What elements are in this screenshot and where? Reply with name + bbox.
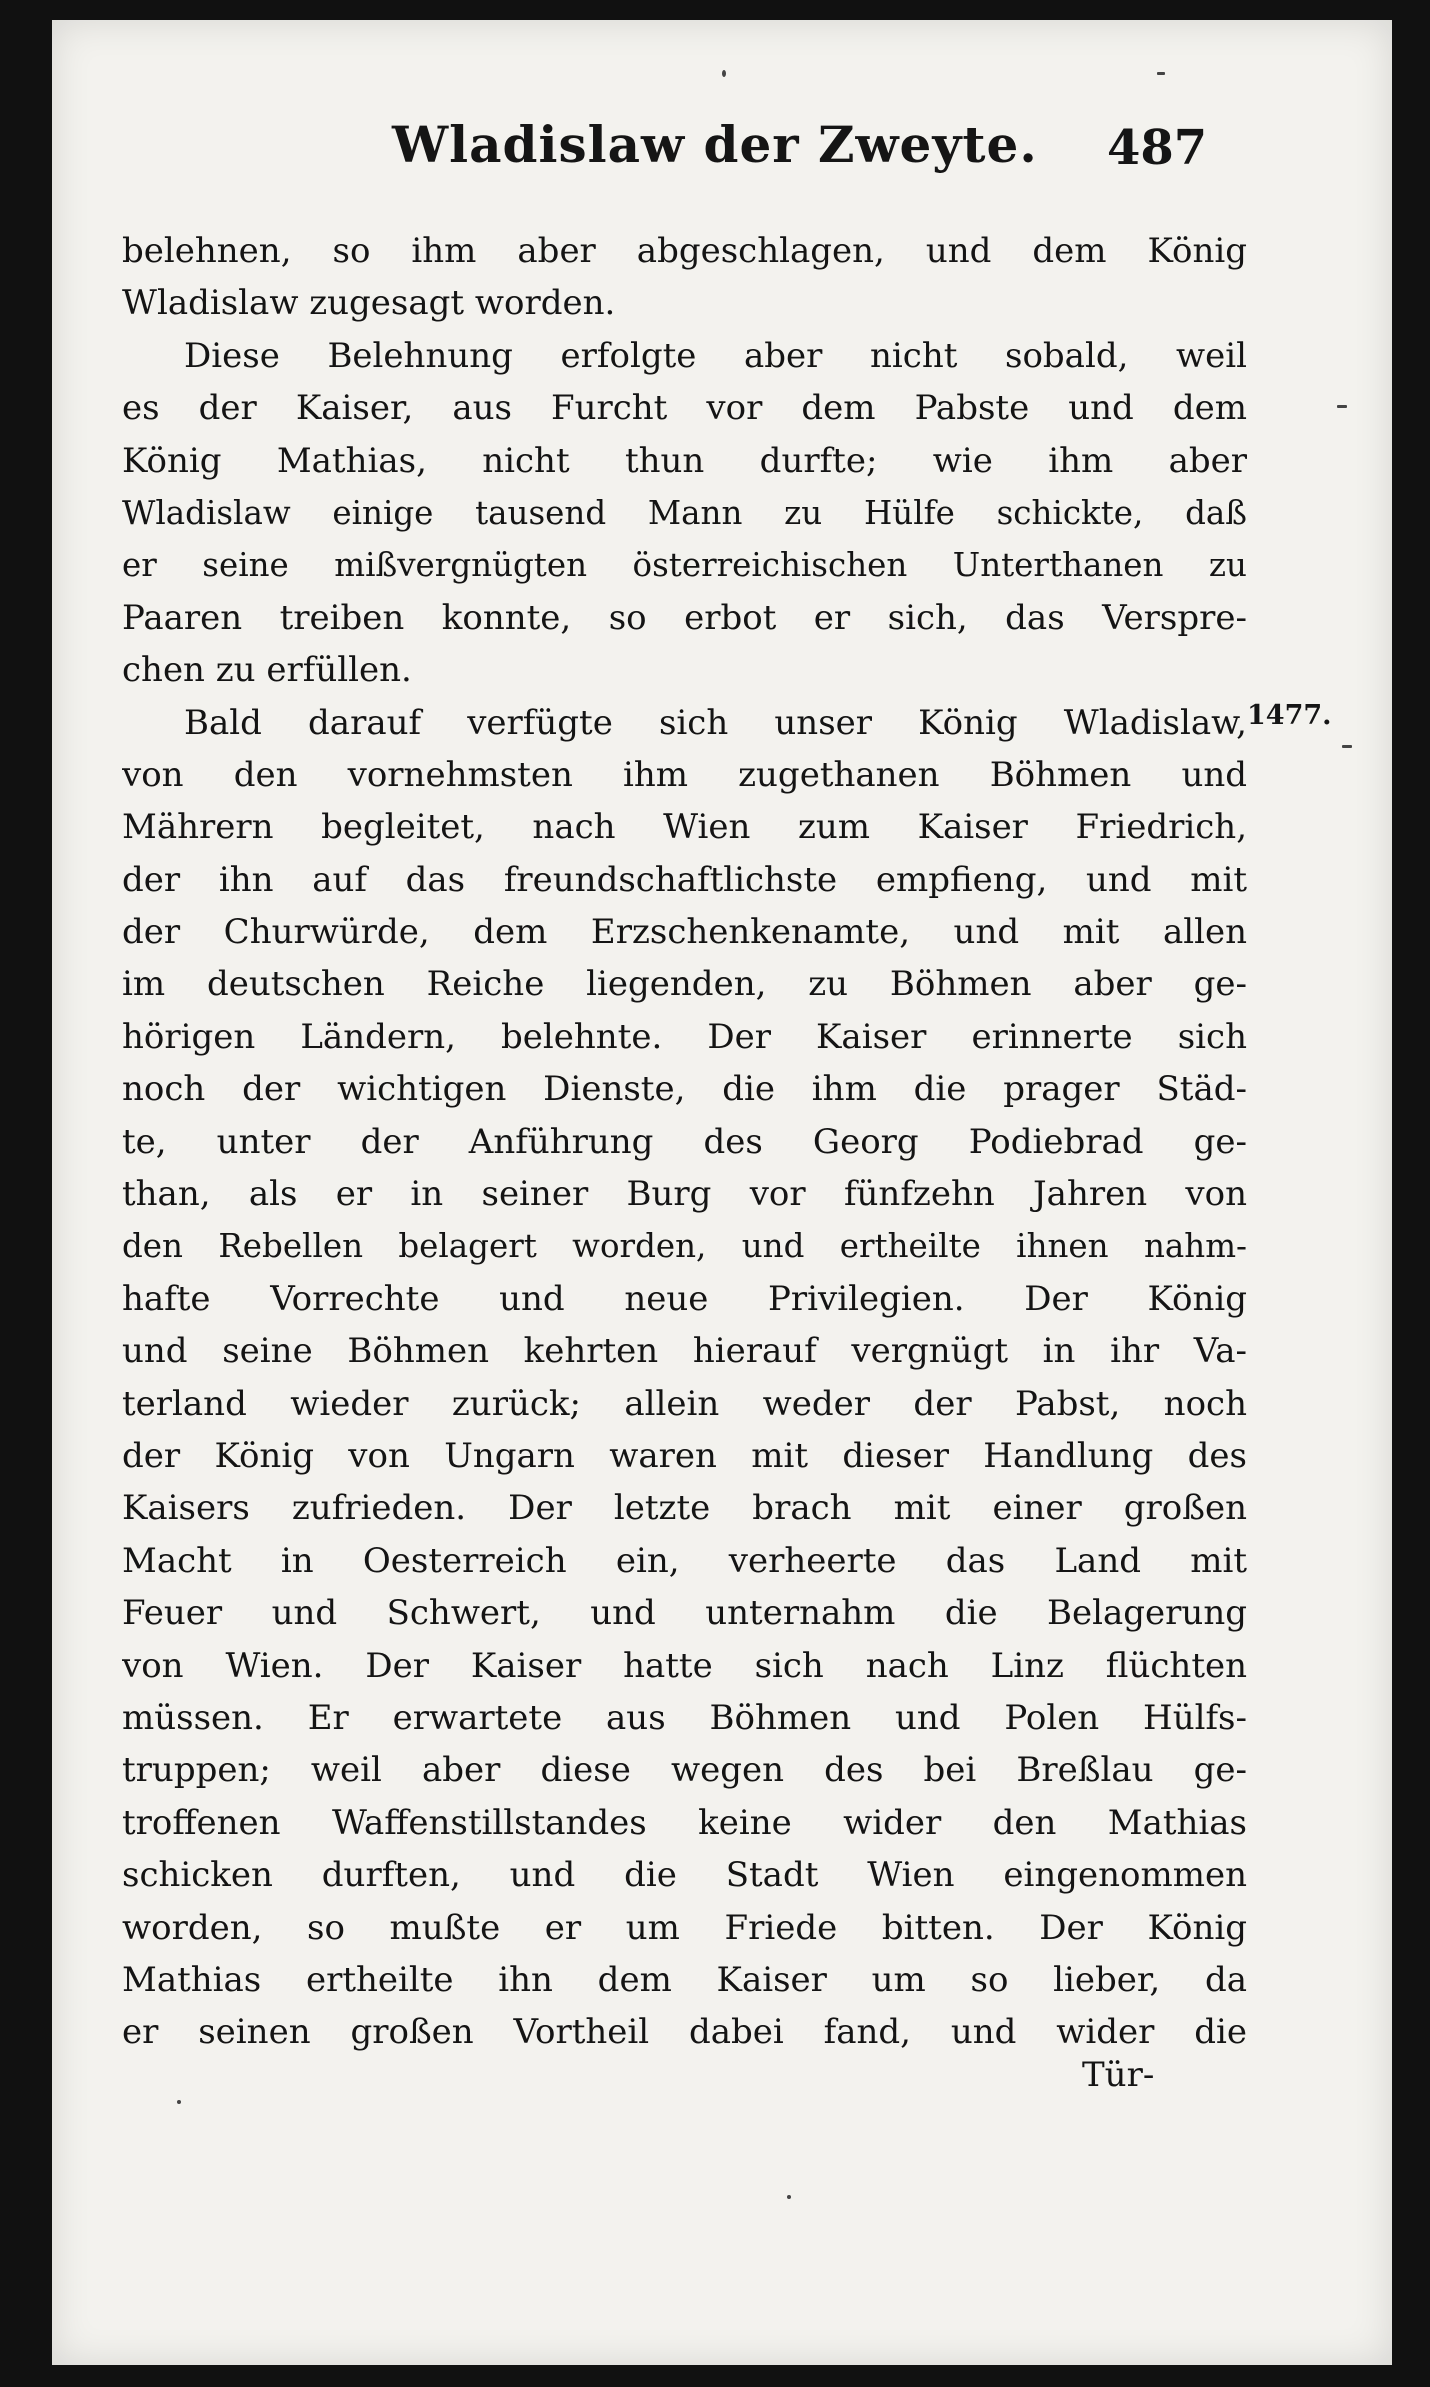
- text-line: er seine mißvergnügten österreichischen Unterthanen zu: [122, 546, 1247, 585]
- text-line: der König von Ungarn waren mit dieser Handlung des: [122, 1435, 1247, 1476]
- text-line: hafte Vorrechte und neue Privilegien. Der König: [122, 1278, 1247, 1319]
- text-line: es der Kaiser, aus Furcht vor dem Pabste und dem: [122, 388, 1247, 429]
- margin-year-note: 1477.: [1247, 700, 1332, 731]
- text-line: der ihn auf das freundschaftlichste empfieng, und mit: [122, 859, 1247, 900]
- text-line: müssen. Er erwartete aus Böhmen und Polen Hülfs-: [122, 1697, 1247, 1738]
- text-line: im deutschen Reiche liegenden, zu Böhmen aber ge-: [122, 964, 1247, 1005]
- text-line: troffenen Waffenstillstandes keine wider den Mathias: [122, 1802, 1247, 1843]
- ink-speck: [722, 70, 726, 77]
- text-line: Bald darauf verfügte sich unser König Wladislaw,: [184, 702, 1247, 743]
- text-line: hörigen Ländern, belehnte. Der Kaiser erinnerte sich: [122, 1016, 1247, 1057]
- ink-speck: [1342, 745, 1352, 748]
- text-line: Paaren treiben konnte, so erbot er sich, das Verspre-: [122, 597, 1247, 638]
- text-line: den Rebellen belagert worden, und ertheilte ihnen nahm-: [122, 1227, 1247, 1266]
- text-line: und seine Böhmen kehrten hierauf vergnügt in ihr Va-: [122, 1331, 1247, 1372]
- text-line: Kaisers zufrieden. Der letzte brach mit einer großen: [122, 1488, 1247, 1529]
- body-text: [122, 225, 1247, 2059]
- text-line: Wladislaw einige tausend Mann zu Hülfe schickte, daß: [122, 493, 1247, 532]
- text-line: noch der wichtigen Dienste, die ihm die prager Städ-: [122, 1069, 1247, 1110]
- catchword: Tür-: [1082, 2055, 1155, 2095]
- text-line: chen zu erfüllen.: [122, 650, 412, 691]
- text-line: schicken durften, und die Stadt Wien eingenommen: [122, 1855, 1247, 1896]
- text-line: Wladislaw zugesagt worden.: [122, 283, 616, 324]
- text-line: Mathias ertheilte ihn dem Kaiser um so lieber, da: [122, 1959, 1247, 2000]
- text-line: Feuer und Schwert, und unternahm die Belagerung: [122, 1593, 1247, 1634]
- page-number: 487: [1107, 120, 1208, 176]
- book-page: [52, 20, 1392, 2365]
- text-line: worden, so mußte er um Friede bitten. Der König: [122, 1907, 1247, 1948]
- page-header: [52, 20, 1392, 220]
- text-line: Macht in Oesterreich ein, verheerte das Land mit: [122, 1540, 1247, 1581]
- text-line: te, unter der Anführung des Georg Podiebrad ge-: [122, 1121, 1247, 1162]
- text-line: belehnen, so ihm aber abgeschlagen, und dem König: [122, 231, 1247, 271]
- text-line: von den vornehmsten ihm zugethanen Böhmen und: [122, 754, 1247, 795]
- running-title: Wladislaw der Zweyte.: [392, 115, 1038, 174]
- text-line: er seinen großen Vortheil dabei fand, und wider die: [122, 2012, 1247, 2053]
- text-line: Diese Belehnung erfolgte aber nicht sobald, weil: [184, 335, 1247, 376]
- ink-speck: [1337, 405, 1347, 408]
- text-line: der Churwürde, dem Erzschenkenamte, und mit allen: [122, 912, 1247, 953]
- text-line: König Mathias, nicht thun durfte; wie ihm aber: [122, 440, 1247, 481]
- text-line: truppen; weil aber diese wegen des bei Breßlau ge-: [122, 1750, 1247, 1791]
- ink-speck: [177, 2100, 181, 2104]
- text-line: than, als er in seiner Burg vor fünfzehn Jahren von: [122, 1174, 1247, 1215]
- ink-speck: [787, 2195, 791, 2199]
- text-line: von Wien. Der Kaiser hatte sich nach Linz flüchten: [122, 1645, 1247, 1686]
- ink-speck: [1157, 72, 1165, 75]
- text-line: terland wieder zurück; allein weder der Pabst, noch: [122, 1383, 1247, 1424]
- text-line: Mährern begleitet, nach Wien zum Kaiser Friedrich,: [122, 807, 1247, 848]
